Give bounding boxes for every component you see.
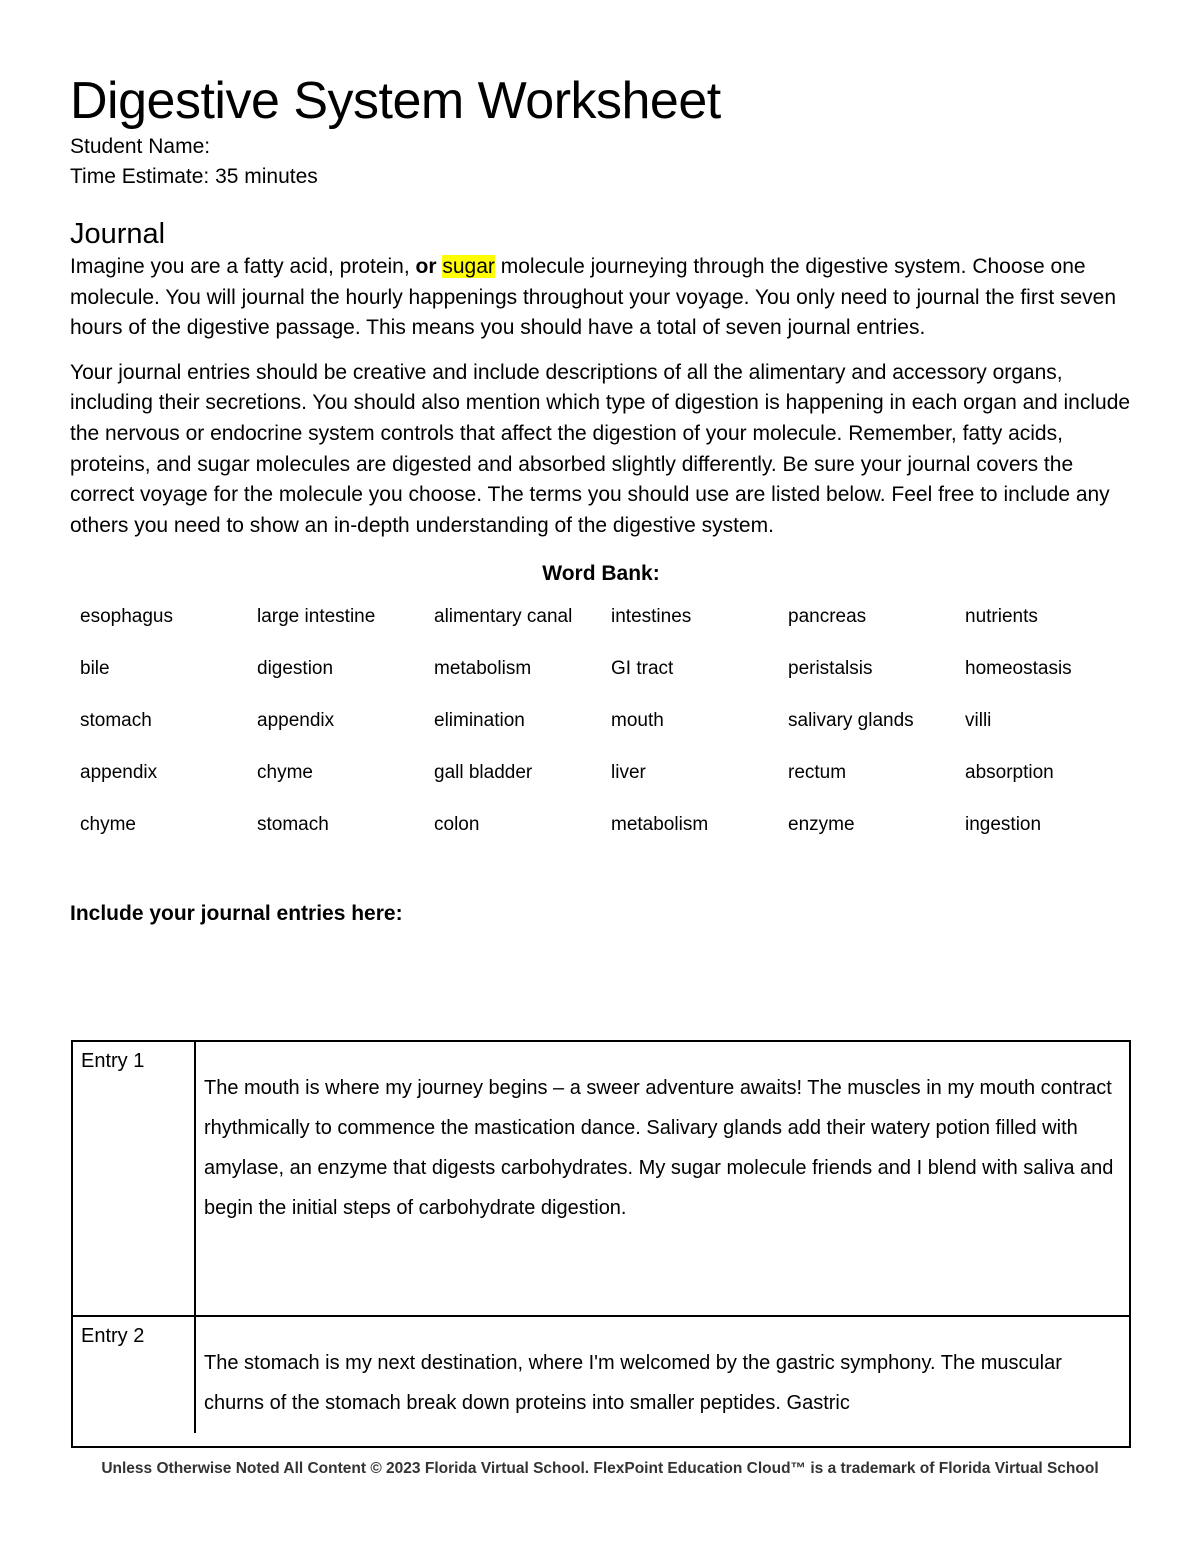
word-bank-term: pancreas <box>788 606 867 628</box>
word-bank-term: liver <box>611 762 646 784</box>
word-bank-row <box>70 643 1132 695</box>
word-bank-term: metabolism <box>434 658 532 680</box>
word-bank-term: appendix <box>80 762 158 784</box>
word-bank-term: nutrients <box>965 606 1038 628</box>
word-bank-term: colon <box>434 814 480 836</box>
word-bank-term: digestion <box>257 658 334 680</box>
highlighted-sugar: sugar <box>442 255 495 278</box>
word-bank-term: appendix <box>257 710 335 732</box>
word-bank-term: homeostasis <box>965 658 1072 680</box>
word-bank-term: absorption <box>965 762 1054 784</box>
journal-entry-row <box>73 1042 1129 1316</box>
word-bank-term: enzyme <box>788 814 855 836</box>
word-bank-term: rectum <box>788 762 847 784</box>
word-bank-term: mouth <box>611 710 664 732</box>
word-bank-term: stomach <box>80 710 152 732</box>
entry-text[interactable]: The mouth is where my journey begins – a sweer adventure awaits! The muscles in my mouth contract rhythmically to commence the mastication dance. Salivary glands add their watery potion filled with amylase, an enzyme that digests carbohydrates. My sugar molecule friends and I blend with saliva and begin the initial steps of carbohydrate digestion. <box>195 1042 1129 1316</box>
word-bank-title: Word Bank: <box>542 562 660 586</box>
worksheet-page <box>70 70 1132 929</box>
journal-heading: Journal <box>70 218 166 250</box>
time-estimate: Time Estimate: 35 minutes <box>70 165 318 188</box>
word-bank-term: ingestion <box>965 814 1042 836</box>
word-bank-term: chyme <box>257 762 313 784</box>
word-bank-term: villi <box>965 710 992 732</box>
word-bank-term: peristalsis <box>788 658 873 680</box>
word-bank-row <box>70 695 1132 747</box>
para1-part1: Imagine you are a fatty acid, protein, <box>70 255 416 278</box>
entry-label: Entry 2 <box>73 1316 195 1433</box>
journal-entries-heading: Include your journal entries here: <box>70 902 403 926</box>
journal-entries-table <box>71 1040 1131 1448</box>
word-bank-term: esophagus <box>80 606 173 628</box>
word-bank-row <box>70 747 1132 799</box>
word-bank-term: elimination <box>434 710 525 732</box>
journal-instructions-paragraph-1 <box>70 252 1132 344</box>
word-bank-term: bile <box>80 658 110 680</box>
word-bank-term: intestines <box>611 606 692 628</box>
student-name-label: Student Name: <box>70 135 211 158</box>
word-bank-term: salivary glands <box>788 710 914 732</box>
word-bank-term: large intestine <box>257 606 376 628</box>
word-bank-term: GI tract <box>611 658 674 680</box>
word-bank-term: chyme <box>80 814 136 836</box>
journal-instructions-paragraph-2: Your journal entries should be creative and include descriptions of all the alimentary and accessory organs, including their secretions. You should also mention which type of digestion is happening in each organ and include the nervous or endocrine system controls that affect the digestion of your molecule. Remember, fatty acids, proteins, and sugar molecules are digested and absorbed slightly differently. Be sure your journal covers the correct voyage for the molecule you choose. The terms you should use are listed below. Feel free to include any others you need to show an in-depth understanding of the digestive system. <box>70 360 1131 537</box>
word-bank-term: alimentary canal <box>434 606 573 628</box>
word-bank-term: metabolism <box>611 814 709 836</box>
journal-entry-row <box>73 1316 1129 1433</box>
entry-text[interactable]: The stomach is my next destination, where I'm welcomed by the gastric symphony. The muscular churns of the stomach break down proteins into smaller peptides. Gastric <box>204 1352 1062 1414</box>
word-bank-term: stomach <box>257 814 329 836</box>
copyright-footer: Unless Otherwise Noted All Content © 2023 Florida Virtual School. FlexPoint Education Cloud™ is a trademark of Florida Virtual School <box>101 1460 1099 1477</box>
word-bank-term: gall bladder <box>434 762 533 784</box>
para1-part2: molecule journeying through the digestive system. Choose one molecule. You will journal the hourly happenings throughout your voyage. You only need to journal the first seven hours of the digestive passage. This means you should have a total of seven journal entries. <box>70 255 1117 340</box>
word-bank-row <box>70 799 1132 851</box>
word-bank-table <box>70 591 1132 851</box>
entry-label: Entry 1 <box>73 1042 195 1316</box>
word-bank-row <box>70 591 1132 643</box>
page-title: Digestive System Worksheet <box>70 72 721 130</box>
para1-bold-or: or <box>415 255 437 278</box>
